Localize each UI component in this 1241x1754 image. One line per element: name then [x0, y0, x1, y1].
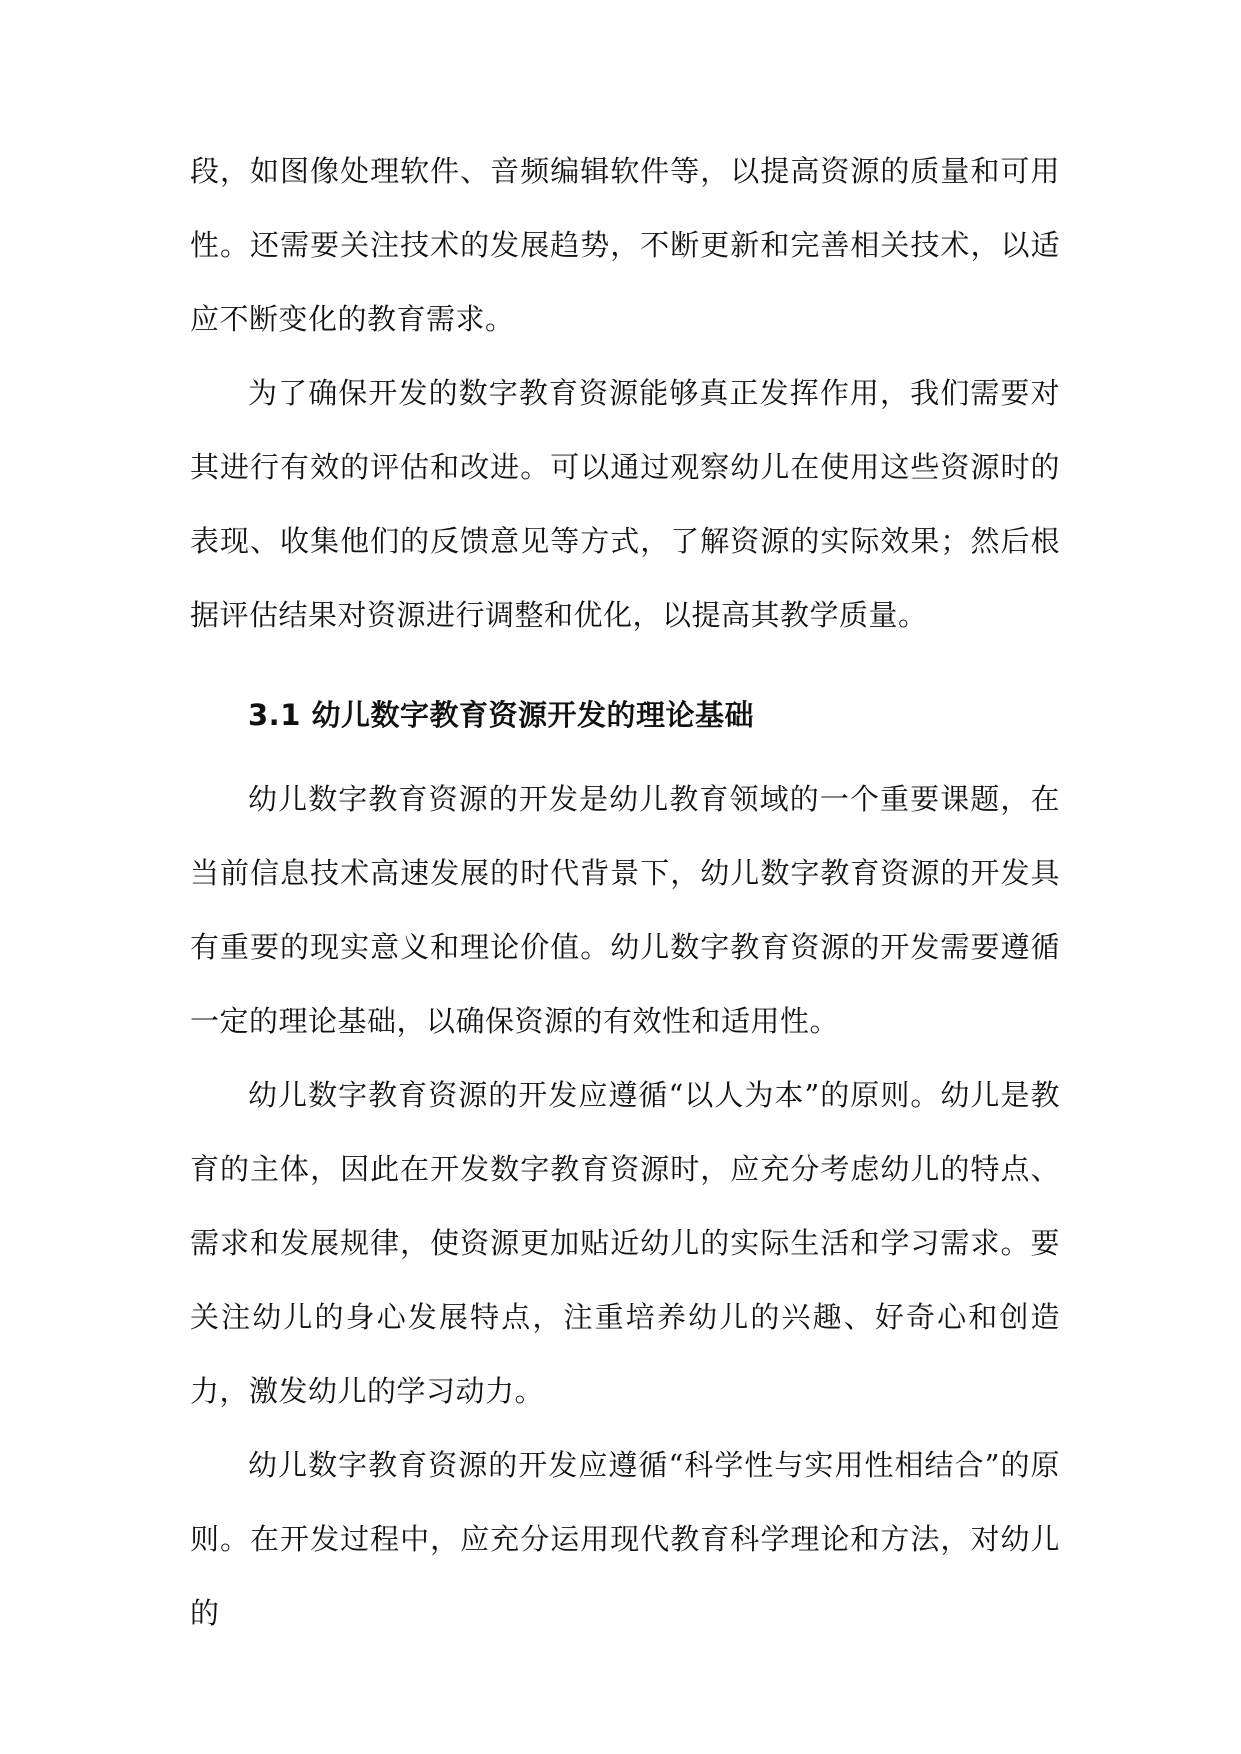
paragraph-evaluation: 为了确保开发的数字教育资源能够真正发挥作用，我们需要对其进行有效的评估和改进。可以通过观察幼儿在使用这些资源时的表现、收集他们的反馈意见等方式，了解资源的实际效果；然后根据评估结果对资源进行调整和优化，以提高其教学质量。: [190, 376, 1060, 632]
section-heading: 3.1 幼儿数字教育资源开发的理论基础: [248, 698, 754, 732]
paragraph-continuation: 段，如图像处理软件、音频编辑软件等，以提高资源的质量和可用性。还需要关注技术的发展趋势，不断更新和完善相关技术，以适应不断变化的教育需求。: [190, 154, 1060, 336]
paragraph-people-oriented: 幼儿数字教育资源的开发应遵循“以人为本”的原则。幼儿是教育的主体，因此在开发数字教育资源时，应充分考虑幼儿的特点、需求和发展规律，使资源更加贴近幼儿的实际生活和学习需求。要关注幼儿的身心发展特点，注重培养幼儿的兴趣、好奇心和创造力，激发幼儿的学习动力。: [190, 1078, 1060, 1408]
paragraph-science-practical: 幼儿数字教育资源的开发应遵循“科学性与实用性相结合”的原则。在开发过程中，应充分运用现代教育科学理论和方法，对幼儿的: [190, 1448, 1060, 1630]
document-body: [190, 134, 1060, 1650]
paragraph-theory-intro: 幼儿数字教育资源的开发是幼儿教育领域的一个重要课题，在当前信息技术高速发展的时代背景下，幼儿数字教育资源的开发具有重要的现实意义和理论价值。幼儿数字教育资源的开发需要遵循一定的理论基础，以确保资源的有效性和适用性。: [190, 782, 1060, 1038]
